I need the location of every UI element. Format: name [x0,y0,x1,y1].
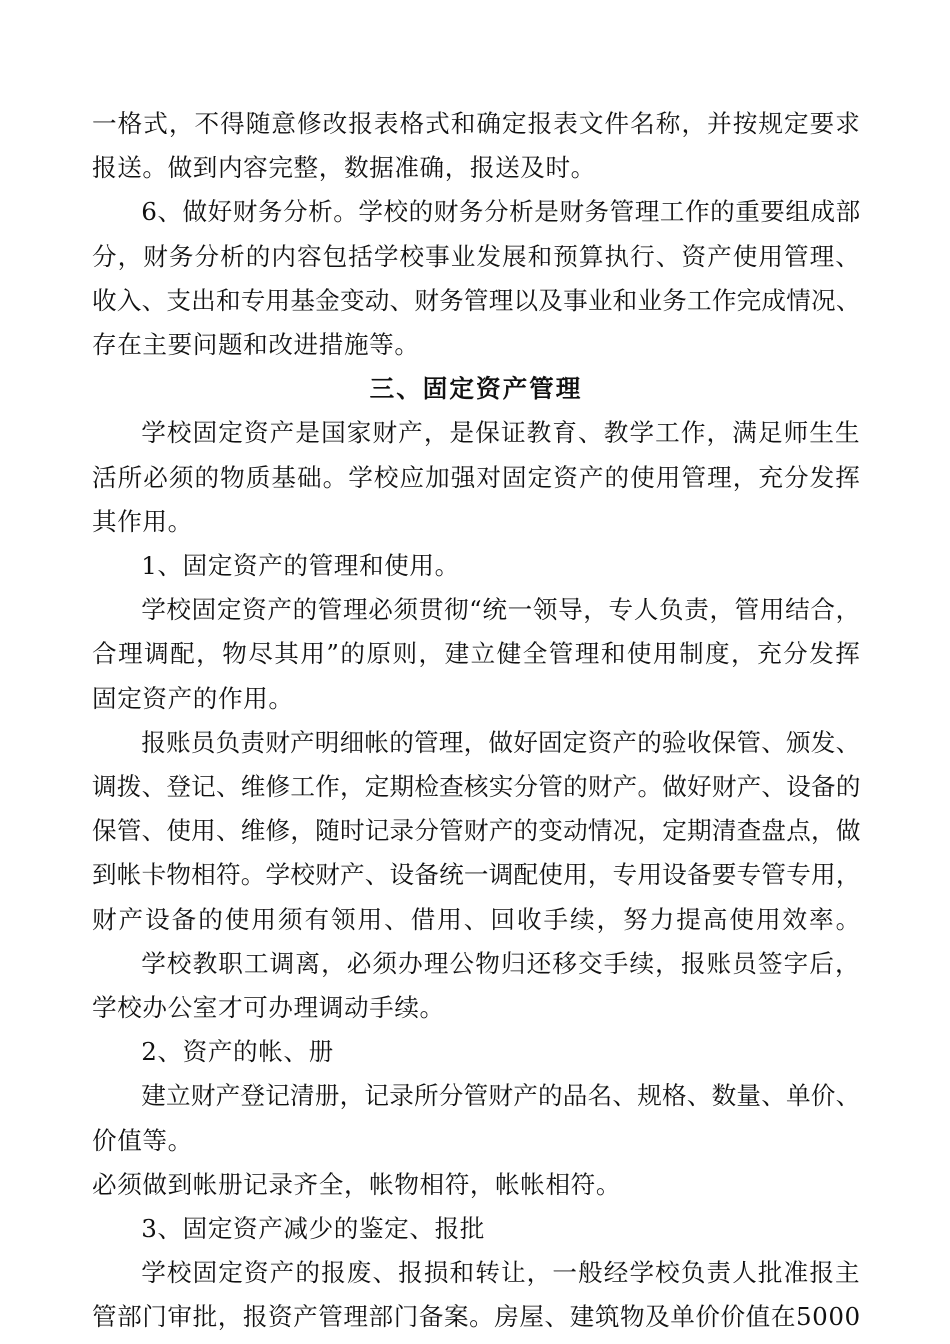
text-line: 报送。做到内容完整，数据准确，报送及时。 [92,153,596,182]
text-line: 固定资产的作用。 [92,684,294,713]
text-line: 其作用。 [92,507,193,536]
text-line: 合理调配，物尽其用”的原则，建立健全管理和使用制度，充分发挥 [92,639,862,668]
section-heading: 三、固定资产管理 [369,374,583,403]
text-line: 学校教职工调离，必须办理公物归还移交手续，报账员签字后， [141,949,861,978]
text-line: 1、固定资产的管理和使用。 [141,551,460,580]
text-line: 2、资产的帐、册 [141,1037,334,1066]
text-line: 活所必须的物质基础。学校应加强对固定资产的使用管理，充分发挥 [92,463,861,492]
text-line: 存在主要问题和改进措施等。 [92,330,420,359]
text-line: 学校固定资产的报废、报损和转让，一般经学校负责人批准报主 [141,1258,861,1287]
text-line: 管部门审批，报资产管理部门备案。房屋、建筑物及单价价值在5000 [92,1302,861,1331]
text-line: 保管、使用、维修，随时记录分管财产的变动情况，定期清查盘点，做 [92,816,861,845]
text-line: 3、固定资产减少的鉴定、报批 [141,1214,485,1243]
text-line: 分，财务分析的内容包括学校事业发展和预算执行、资产使用管理、 [92,242,861,271]
text-line: 6、做好财务分析。学校的财务分析是财务管理工作的重要组成部 [141,197,861,226]
text-line: 学校固定资产的管理必须贯彻“统一领导，专人负责，管用结合， [141,595,861,624]
text-line: 学校办公室才可办理调动手续。 [92,993,445,1022]
text-line: 价值等。 [92,1126,193,1155]
text-line: 学校固定资产是国家财产，是保证教育、教学工作，满足师生生 [141,418,861,447]
text-line: 财产设备的使用须有领用、借用、回收手续，努力提高使用效率。 [92,905,863,934]
text-line: 到帐卡物相符。学校财产、设备统一调配使用，专用设备要专管专用， [92,860,861,889]
text-line: 建立财产登记清册，记录所分管财产的品名、规格、数量、单价、 [141,1081,861,1110]
text-line: 调拨、登记、维修工作，定期检查核实分管的财产。做好财产、设备的 [92,772,861,801]
text-line: 报账员负责财产明细帐的管理，做好固定资产的验收保管、颁发、 [141,728,861,757]
text-line: 一格式，不得随意修改报表格式和确定报表文件名称，并按规定要求 [92,109,861,138]
text-line: 必须做到帐册记录齐全，帐物相符，帐帐相符。 [92,1170,622,1199]
text-line: 收入、支出和专用基金变动、财务管理以及事业和业务工作完成情况、 [92,286,861,315]
